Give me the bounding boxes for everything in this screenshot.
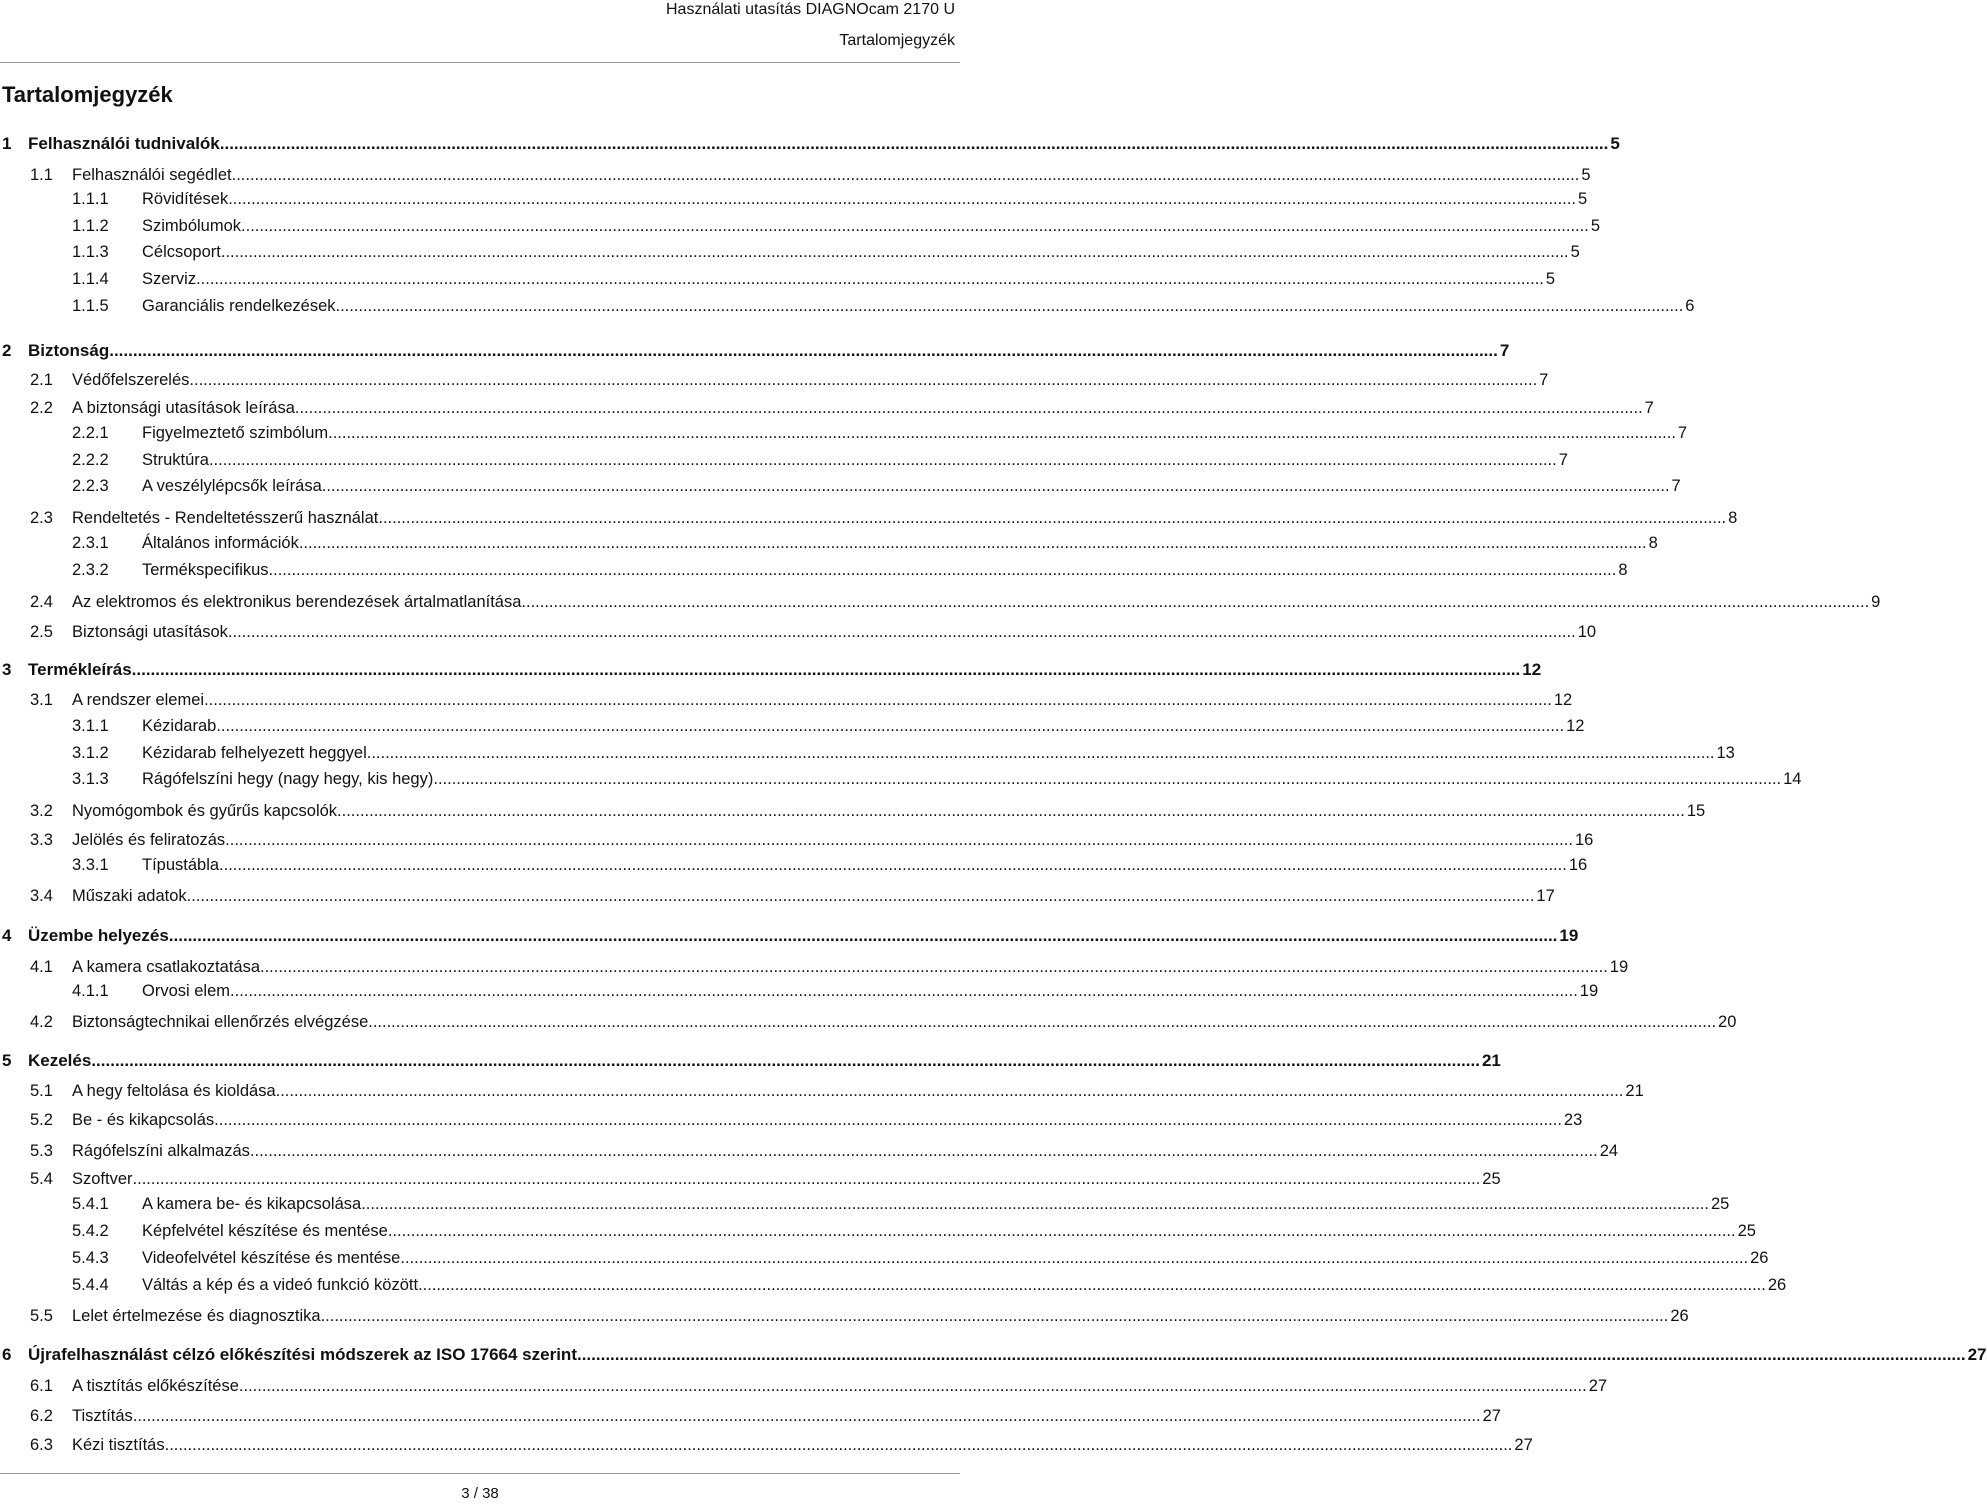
toc-entry-page: 21 [1481,1051,1501,1070]
toc-entry-number: 5.4.3 [72,1249,109,1267]
toc-entry[interactable] [2,924,1579,948]
toc-entry-title: Termékleírás [28,660,132,679]
toc-entry-number: 5.5 [30,1307,53,1325]
toc-entry-number: 1.1.1 [72,190,109,208]
toc-entry[interactable] [30,1010,1737,1034]
toc-entry-title: Szerviz [142,270,197,288]
dot-leader [225,828,1573,852]
toc-entry-number: 3.1.2 [72,744,109,762]
toc-entry-number: 4.1.1 [72,982,109,1000]
toc-entry[interactable] [30,1167,1501,1191]
dot-leader [132,658,1521,682]
toc-entry[interactable] [72,187,1588,211]
toc-entry-number: 1.1.4 [72,270,109,288]
toc-entry[interactable] [72,1246,1769,1270]
page-title: Tartalomjegyzék [2,82,173,107]
toc-entry-title: Lelet értelmezése és diagnosztika [72,1307,321,1325]
toc-entry-page: 19 [1579,982,1599,1000]
toc-entry-page: 7 [1644,399,1654,417]
toc-entry-number: 1.1.3 [72,243,109,261]
toc-entry-title: Típustábla [142,856,220,874]
toc-entry-page: 23 [1563,1111,1583,1129]
dot-leader [276,1079,1624,1103]
toc-entry-title: Figyelmeztető szimbólum [142,424,329,442]
toc-entry-page: 21 [1625,1082,1644,1100]
toc-entry-page: 8 [1648,534,1658,552]
toc-entry-page: 5 [1610,134,1620,153]
dot-leader [133,1167,1481,1191]
toc-entry[interactable] [30,955,1629,979]
toc-entry-title: Védőfelszerelés [72,371,190,389]
toc-entry-number: 2.3 [30,509,53,527]
dot-leader [204,688,1552,712]
toc-entry-number: 2.4 [30,593,53,611]
toc-entry-number: 5 [2,1051,12,1070]
toc-entry-page: 26 [1750,1249,1769,1267]
toc-entry[interactable] [30,799,1706,823]
toc-entry-number: 2.3.1 [72,534,109,552]
toc-entry[interactable] [30,590,1881,614]
toc-entry-title: Biztonsági utasítások [72,623,228,641]
dot-leader [109,339,1498,363]
toc-entry-number: 3.2 [30,802,53,820]
toc-entry-page: 16 [1574,831,1594,849]
dot-leader [521,590,1869,614]
toc-entry[interactable] [30,1108,1583,1132]
dot-leader [232,163,1580,187]
toc-entry[interactable] [72,474,1681,498]
toc-entry-title: A biztonsági utasítások leírása [72,399,295,417]
toc-entry-number: 5.4.1 [72,1195,109,1213]
toc-entry[interactable] [72,1273,1787,1297]
toc-entry-title: Felhasználói tudnivalók [28,134,220,153]
toc-entry[interactable] [72,294,1695,318]
toc-entry[interactable] [72,240,1580,264]
dot-leader [269,558,1617,582]
toc-entry-page: 25 [1482,1170,1501,1188]
toc-entry-number: 3.1 [30,691,53,709]
toc-entry-page: 5 [1570,243,1580,261]
toc-entry[interactable] [30,1374,1608,1398]
dot-leader [322,474,1670,498]
toc-entry-title: A kamera be- és kikapcsolása [142,1195,362,1213]
toc-entry[interactable] [30,688,1573,712]
toc-entry[interactable] [72,741,1735,765]
toc-entry-title: Struktúra [142,451,209,469]
dot-leader [337,799,1685,823]
dot-leader [214,1108,1562,1132]
toc-entry-page: 27 [1482,1407,1501,1425]
dot-leader [299,531,1647,555]
toc-entry-number: 5.4.4 [72,1276,109,1294]
toc-entry-page: 19 [1559,926,1579,945]
dot-leader [187,884,1535,908]
toc-entry-number: 4.2 [30,1013,53,1031]
toc-entry-page: 17 [1536,887,1555,905]
toc-entry-title: Az elektromos és elektronikus berendezések ártalmatlanítása [72,593,522,611]
toc-entry[interactable] [72,558,1628,582]
toc-entry-number: 5.2 [30,1111,53,1129]
toc-entry-page: 12 [1522,660,1542,679]
dot-leader [328,421,1676,445]
toc-entry-title: A kamera csatlakoztatása [72,958,261,976]
toc-entry-number: 2.2 [30,399,53,417]
toc-entry[interactable] [72,214,1600,238]
toc-entry-title: Szoftver [72,1170,133,1188]
toc-entry-title: Rövidítések [142,190,229,208]
toc-entry-page: 5 [1545,270,1556,288]
toc-entry-page: 9 [1871,593,1881,611]
toc-entry[interactable] [72,267,1556,291]
toc-entry-page: 5 [1581,166,1591,184]
footer-divider [0,1473,960,1474]
toc-entry-page: 7 [1539,371,1549,389]
dot-leader [260,955,1608,979]
toc-entry-title: Termékspecifikus [142,561,269,579]
dot-leader [196,267,1544,291]
toc-entry-title: Kézidarab [142,717,217,735]
section-title: Tartalomjegyzék [839,32,955,49]
toc-entry-page: 6 [1685,297,1695,315]
toc-entry-page: 12 [1553,691,1573,709]
toc-entry-title: A veszélylépcsők leírása [142,477,322,495]
dot-leader [295,396,1643,420]
toc-entry-page: 10 [1577,623,1597,641]
toc-entry-page: 12 [1566,717,1585,735]
toc-entry-title: Nyomógombok és gyűrűs kapcsolók [72,802,338,820]
toc-entry-number: 3 [2,660,12,679]
dot-leader [241,214,1589,238]
toc-entry-number: 2 [2,341,12,360]
dot-leader [230,979,1578,1003]
toc-entry-title: Célcsoport [142,243,221,261]
toc-entry-number: 2.2.1 [72,424,109,442]
toc-entry-title: Orvosi elem [142,982,231,1000]
toc-entry-title: Műszaki adatok [72,887,187,905]
toc-entry-title: A rendszer elemei [72,691,205,709]
dot-leader [250,1139,1598,1163]
toc-entry[interactable] [72,421,1688,445]
toc-entry-number: 5.1 [30,1082,53,1100]
toc-entry[interactable] [72,1192,1730,1216]
toc-entry[interactable] [72,853,1588,877]
toc-entry-page: 7 [1677,424,1688,442]
toc-entry-number: 2.2.3 [72,477,109,495]
toc-entry-number: 1.1.2 [72,217,109,235]
dot-leader [433,767,1781,791]
dot-leader [418,1273,1766,1297]
toc-entry[interactable] [2,1343,1987,1367]
toc-entry-page: 26 [1670,1307,1689,1325]
toc-entry-title: Rendeltetés - Rendeltetésszerű használat [72,509,379,527]
document-title: Használati utasítás DIAGNOcam 2170 U [665,1,955,18]
toc-entry-title: Be - és kikapcsolás [72,1111,215,1129]
toc-entry[interactable] [72,448,1568,472]
toc-entry[interactable] [2,339,1510,363]
dot-leader [220,132,1609,156]
toc-entry-number: 2.2.2 [72,451,109,469]
toc-entry-page: 24 [1599,1142,1619,1160]
toc-entry-page: 16 [1568,856,1588,874]
toc-entry-title: Videofelvétel készítése és mentése [142,1249,401,1267]
dot-leader [378,506,1726,530]
toc-entry-page: 7 [1558,451,1568,469]
dot-leader [133,1404,1481,1428]
toc-entry-title: Biztonságtechnikai ellenőrzés elvégzése [72,1013,369,1031]
toc-entry-title: Garanciális rendelkezések [142,297,336,315]
dot-leader [400,1246,1748,1270]
toc-entry[interactable] [72,531,1658,555]
toc-entry-title: Kézidarab felhelyezett heggyel [142,744,367,762]
toc-entry-number: 6.2 [30,1407,53,1425]
toc-entry-number: 4 [2,926,12,945]
dot-leader [209,448,1557,472]
toc-entry-number: 6.3 [30,1436,53,1454]
dot-leader [228,187,1576,211]
toc-entry-title: Váltás a kép és a videó funkció között [142,1276,419,1294]
toc-entry[interactable] [72,767,1802,791]
toc-entry-page: 19 [1609,958,1629,976]
toc-entry-number: 1.1 [30,166,53,184]
toc-entry-title: Rágófelszíni alkalmazás [72,1142,250,1160]
toc-entry-page: 5 [1590,217,1600,235]
toc-entry-title: A tisztítás előkészítése [72,1377,239,1395]
toc-entry-page: 25 [1737,1222,1756,1240]
dot-leader [169,924,1558,948]
toc-entry-page: 27 [1967,1345,1987,1364]
toc-entry-number: 3.4 [30,887,53,905]
dot-leader [321,1304,1669,1328]
dot-leader [219,853,1567,877]
toc-entry-number: 2.3.2 [72,561,109,579]
dot-leader [388,1219,1736,1243]
toc-entry[interactable] [30,1139,1619,1163]
dot-leader [577,1343,1966,1367]
toc-entry[interactable] [72,1219,1756,1243]
toc-entry[interactable] [2,658,1542,682]
toc-entry[interactable] [30,368,1549,392]
toc-entry[interactable] [30,396,1654,420]
toc-entry-title: Általános információk [142,534,299,552]
toc-entry[interactable] [30,1433,1533,1457]
dot-leader [216,714,1564,738]
toc-entry-page: 7 [1671,477,1681,495]
toc-entry[interactable] [72,714,1585,738]
toc-entry[interactable] [30,884,1555,908]
toc-entry-page: 7 [1499,341,1510,360]
toc-entry-number: 3.1.1 [72,717,109,735]
toc-entry[interactable] [2,132,1620,156]
toc-entry-number: 2.5 [30,623,53,641]
dot-leader [91,1049,1480,1073]
toc-entry-page: 27 [1514,1436,1533,1454]
toc-entry[interactable] [30,620,1597,644]
toc-entry[interactable] [30,828,1594,852]
toc-entry[interactable] [30,1304,1689,1328]
toc-entry-title: Jelölés és feliratozás [72,831,226,849]
toc-entry-page: 15 [1686,802,1706,820]
toc-entry-number: 6 [2,1345,12,1364]
toc-entry-number: 1.1.5 [72,297,109,315]
toc-entry[interactable] [30,1079,1644,1103]
toc-entry-title: Kézi tisztítás [72,1436,165,1454]
toc-entry-title: Üzembe helyezés [28,926,169,945]
toc-entry[interactable] [72,979,1599,1003]
toc-entry[interactable] [30,1404,1501,1428]
toc-entry-title: Felhasználói segédlet [72,166,232,184]
toc-entry-number: 4.1 [30,958,53,976]
toc-entry-number: 3.3.1 [72,856,109,874]
toc-entry-title: Kezelés [28,1051,92,1070]
page-number: 3 / 38 [461,1485,499,1502]
toc-entry-page: 5 [1577,190,1588,208]
dot-leader [361,1192,1709,1216]
toc-entry-number: 3.3 [30,831,53,849]
toc-entry-page: 20 [1718,1013,1737,1031]
toc-entry-number: 5.4.2 [72,1222,109,1240]
toc-entry-title: Szimbólumok [142,217,242,235]
toc-entry-title: Tisztítás [72,1407,133,1425]
dot-leader [165,1433,1513,1457]
toc-entry-page: 27 [1588,1377,1608,1395]
toc-entry-number: 5.3 [30,1142,53,1160]
dot-leader [239,1374,1587,1398]
toc-entry-title: A hegy feltolása és kioldása [72,1082,276,1100]
toc-entry-number: 2.1 [30,371,53,389]
toc-entry-number: 6.1 [30,1377,53,1395]
dot-leader [336,294,1684,318]
toc-entry-number: 5.4 [30,1170,53,1188]
toc-entry-title: Újrafelhasználást célzó előkészítési módszerek az ISO 17664 szerint [28,1345,577,1364]
toc-entry[interactable] [30,163,1591,187]
toc-entry-page: 26 [1767,1276,1787,1294]
toc-entry-number: 1 [2,134,12,153]
toc-entry[interactable] [30,506,1738,530]
dot-leader [228,620,1576,644]
toc-entry-page: 8 [1618,561,1628,579]
toc-entry-page: 14 [1783,770,1802,788]
dot-leader [367,741,1715,765]
toc-entry-title: Biztonság [28,341,110,360]
toc-entry-page: 13 [1716,744,1735,762]
toc-entry-page: 25 [1710,1195,1730,1213]
toc-entry-title: Rágófelszíni hegy (nagy hegy, kis hegy) [142,770,434,788]
toc-entry[interactable] [2,1049,1501,1073]
dot-leader [368,1010,1716,1034]
dot-leader [189,368,1537,392]
toc-entry-page: 8 [1728,509,1738,527]
toc-entry-number: 3.1.3 [72,770,109,788]
dot-leader [221,240,1569,264]
toc-entry-title: Képfelvétel készítése és mentése [142,1222,388,1240]
